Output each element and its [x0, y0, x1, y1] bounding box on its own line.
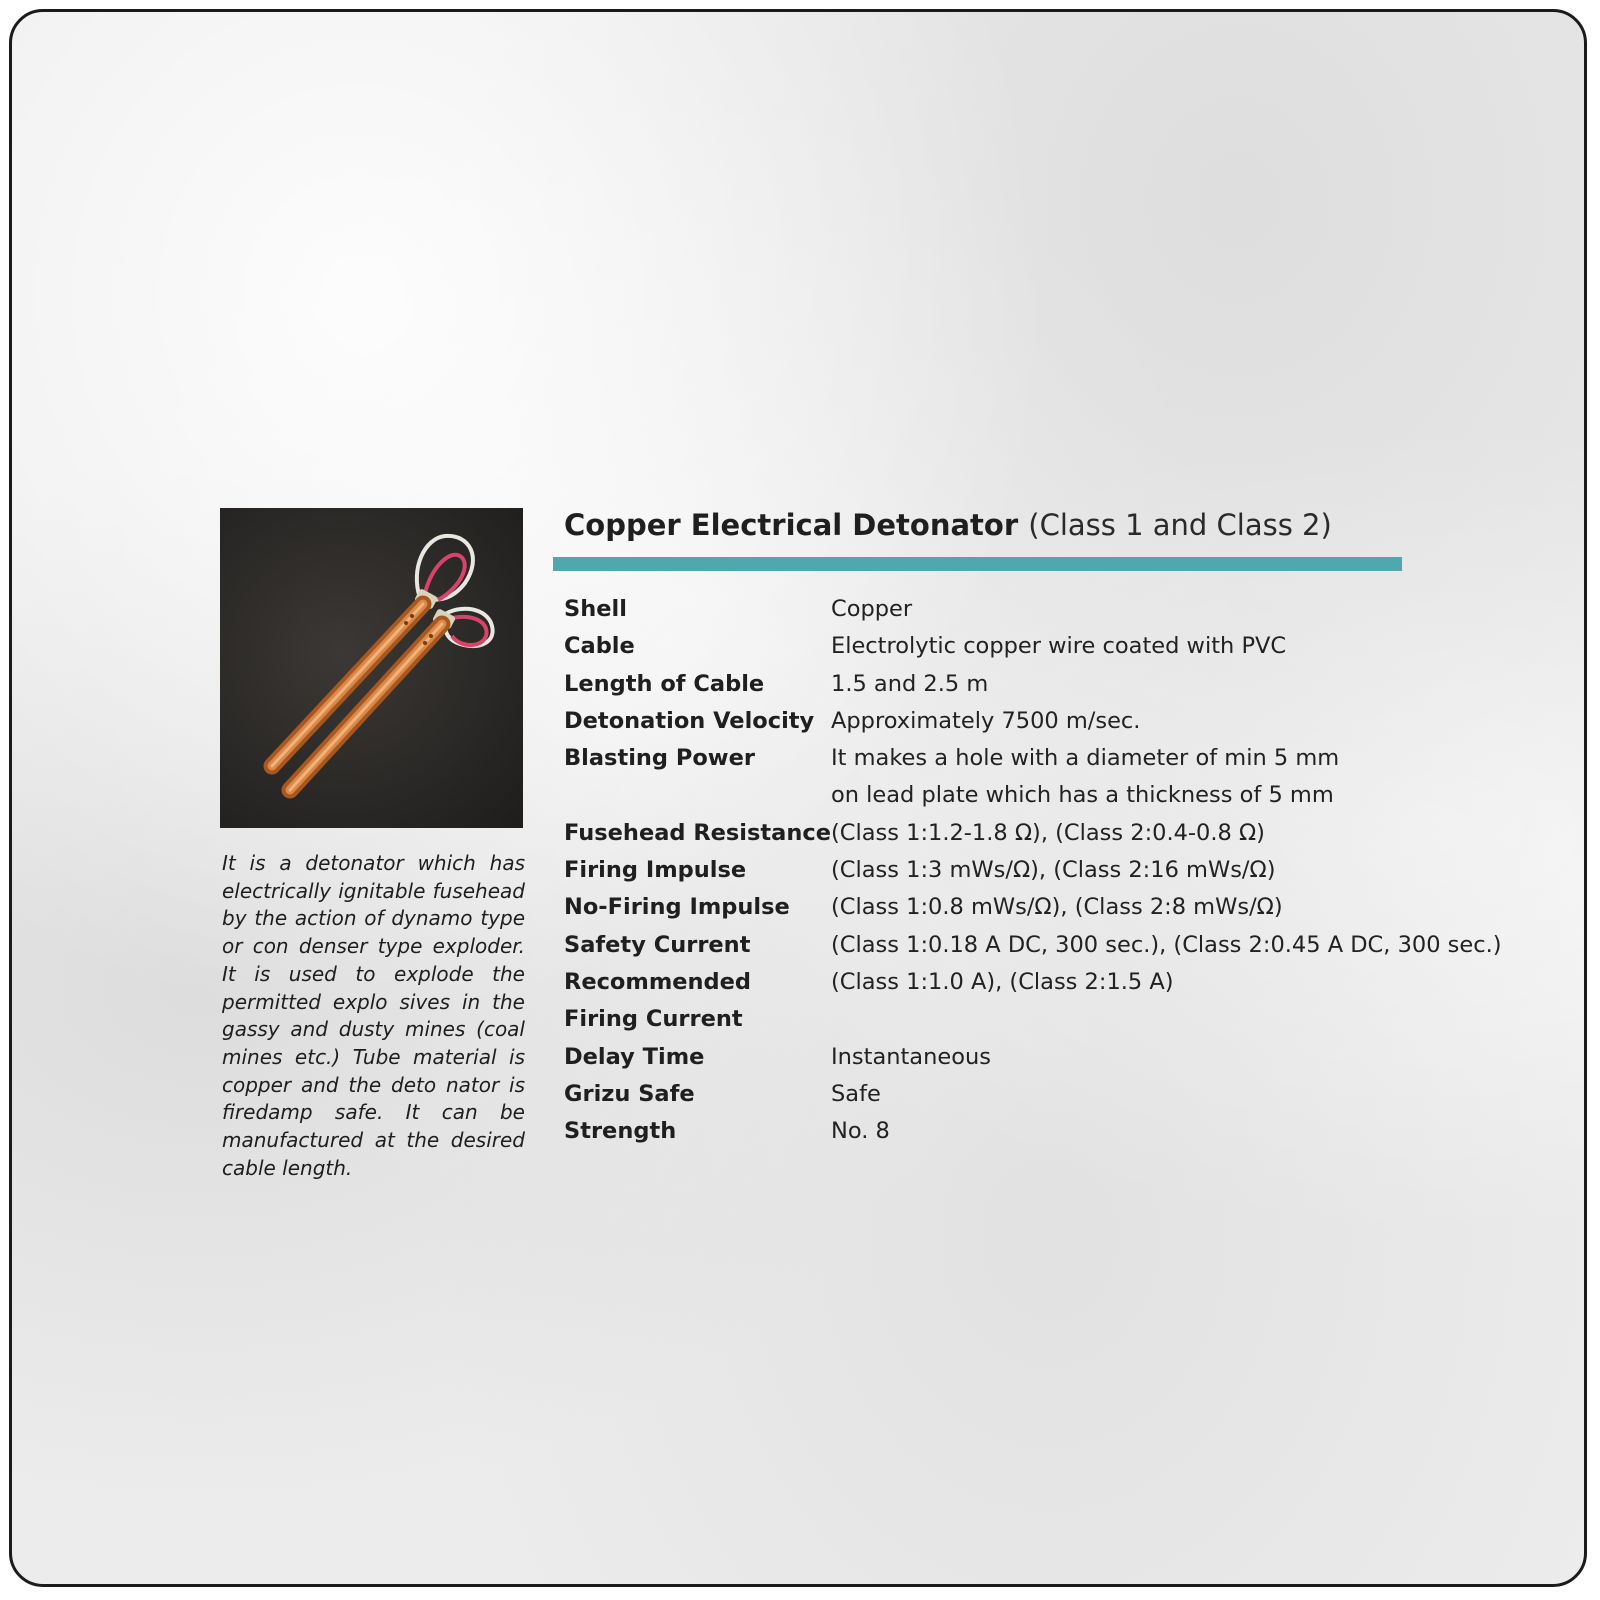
- spec-row-length-of-cable: [564, 666, 1464, 703]
- spec-value: No. 8: [831, 1118, 890, 1145]
- spec-label: No-Firing Impulse: [564, 894, 790, 921]
- page-frame: [9, 9, 1587, 1587]
- spec-label: Fusehead Resistance: [564, 819, 831, 846]
- detonator-photo: [220, 508, 523, 828]
- title-subtitle: (Class 1 and Class 2): [1028, 508, 1332, 542]
- spec-row-firing-current: [564, 1001, 1464, 1038]
- spec-row-fusehead-resistance: [564, 815, 1464, 852]
- spec-row-firing-impulse: [564, 852, 1464, 889]
- spec-row-grizu-safe: [564, 1076, 1464, 1113]
- spec-label: Cable: [564, 633, 635, 660]
- spec-label: Strength: [564, 1118, 677, 1145]
- spec-row-no-firing-impulse: [564, 889, 1464, 926]
- spec-row-delay-time: [564, 1039, 1464, 1076]
- spec-label: Delay Time: [564, 1043, 705, 1070]
- spec-value: Electrolytic copper wire coated with PVC: [831, 633, 1287, 660]
- spec-value: 1.5 and 2.5 m: [831, 670, 989, 697]
- spec-value: Copper: [831, 596, 913, 622]
- spec-value: (Class 1:1.0 A), (Class 2:1.5 A): [831, 968, 1174, 995]
- spec-value: Safe: [831, 1080, 881, 1107]
- accent-divider: [553, 557, 1402, 571]
- spec-value: Approximately 7500 m/sec.: [831, 707, 1141, 734]
- product-description: It is a detonator which has electrically ignitable fusehead by the action of dynamo type or con denser type exploder. It is used to explode the permitted explo sives in the gassy and dusty mines (coal mines etc.) Tube material is copper and the deto nator is firedamp safe. It can be manufactured at the desired cable length.: [222, 851, 525, 1180]
- spec-value: (Class 1:3 mWs/Ω), (Class 2:16 mWs/Ω): [831, 857, 1276, 884]
- spec-value: (Class 1:0.8 mWs/Ω), (Class 2:8 mWs/Ω): [831, 894, 1283, 921]
- spec-label: Firing Impulse: [564, 857, 747, 884]
- spec-value: on lead plate which has a thickness of 5 mm: [831, 782, 1334, 809]
- spec-row-safety-current: [564, 927, 1502, 964]
- spec-row-shell: [564, 591, 1464, 628]
- detonator-illustration: [220, 508, 523, 828]
- spec-label: Recommended: [564, 968, 752, 995]
- spec-label: Safety Current: [564, 931, 751, 958]
- spec-row-cable: [564, 628, 1464, 665]
- spec-label: Grizu Safe: [564, 1080, 695, 1107]
- spec-label: Firing Current: [564, 1006, 743, 1033]
- spec-row-strength: [564, 1113, 1464, 1150]
- title-main: Copper Electrical Detonator: [564, 508, 1019, 542]
- spec-row-blasting-power-continued: [564, 777, 1464, 814]
- spec-label: [564, 777, 831, 814]
- spec-table: [564, 591, 1502, 1150]
- spec-label: Detonation Velocity: [564, 707, 815, 734]
- spec-value: Instantaneous: [831, 1043, 991, 1070]
- spec-label: Shell: [564, 596, 627, 622]
- spec-row-detonation-velocity: [564, 703, 1464, 740]
- product-title: [564, 506, 1332, 544]
- spec-row-blasting-power: [564, 740, 1464, 777]
- spec-label: Blasting Power: [564, 745, 755, 772]
- spec-row-recommended: [564, 964, 1464, 1001]
- spec-value: (Class 1:1.2-1.8 Ω), (Class 2:0.4-0.8 Ω): [831, 819, 1265, 846]
- spec-value: It makes a hole with a diameter of min 5 mm: [831, 745, 1340, 772]
- spec-label: Length of Cable: [564, 670, 765, 697]
- spec-value: (Class 1:0.18 A DC, 300 sec.), (Class 2:0.45 A DC, 300 sec.): [831, 931, 1502, 958]
